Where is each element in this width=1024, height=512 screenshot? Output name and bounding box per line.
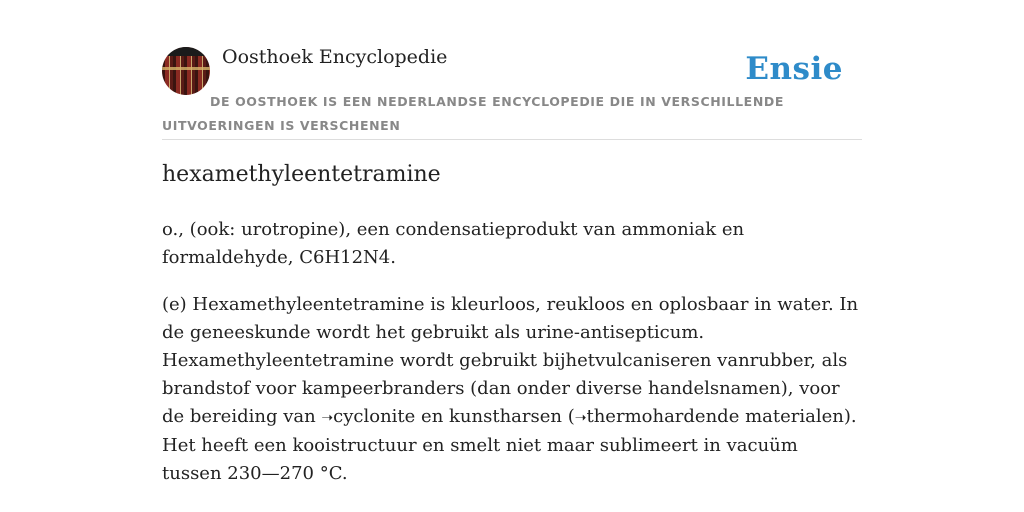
- entry-paragraph-description: [162, 291, 862, 488]
- link-thermohardende-materialen[interactable]: thermohardende materialen: [586, 406, 844, 427]
- arrow-right-icon: ➝: [321, 410, 334, 426]
- paragraph-text: (e) Hexamethyleentetramine is kleurloos, reukloos en oplosbaar in water. In de geneeskunde wordt het gebruikt als urine-antisepticum. Hexamethyleentetramine wordt gebruikt bijhetvulcaniseren vanrubber, als brandstof voor kampeerbranders (dan onder diverse handelsnamen), voor de bereiding van: [162, 294, 859, 427]
- arrow-right-icon: ➝: [574, 410, 587, 426]
- site-tagline: DE OOSTHOEK IS EEN NEDERLANDSE ENCYCLOPEDIE DIE IN VERSCHILLENDE UITVOERINGEN IS VERSCHENEN: [162, 94, 784, 133]
- entry-paragraph-definition: o., (ook: urotropine), een condensatieprodukt van ammoniak en formaldehyde, C6H12N4.: [162, 219, 745, 268]
- site-header: [162, 0, 862, 140]
- brand-logo[interactable]: Ensie: [745, 51, 843, 87]
- link-cyclonite[interactable]: cyclonite: [333, 406, 416, 427]
- site-title[interactable]: Oosthoek Encyclopedie: [222, 46, 448, 68]
- page: [162, 0, 862, 484]
- entry-title: hexamethyleentetramine: [162, 162, 441, 187]
- paragraph-text: en kunstharsen (: [415, 406, 575, 427]
- encyclopedia-avatar[interactable]: [162, 47, 210, 95]
- paragraph-text: ). Het heeft een kooistructuur en smelt niet maar sublimeert in vacuüm tussen 230—270 °C.: [162, 406, 857, 484]
